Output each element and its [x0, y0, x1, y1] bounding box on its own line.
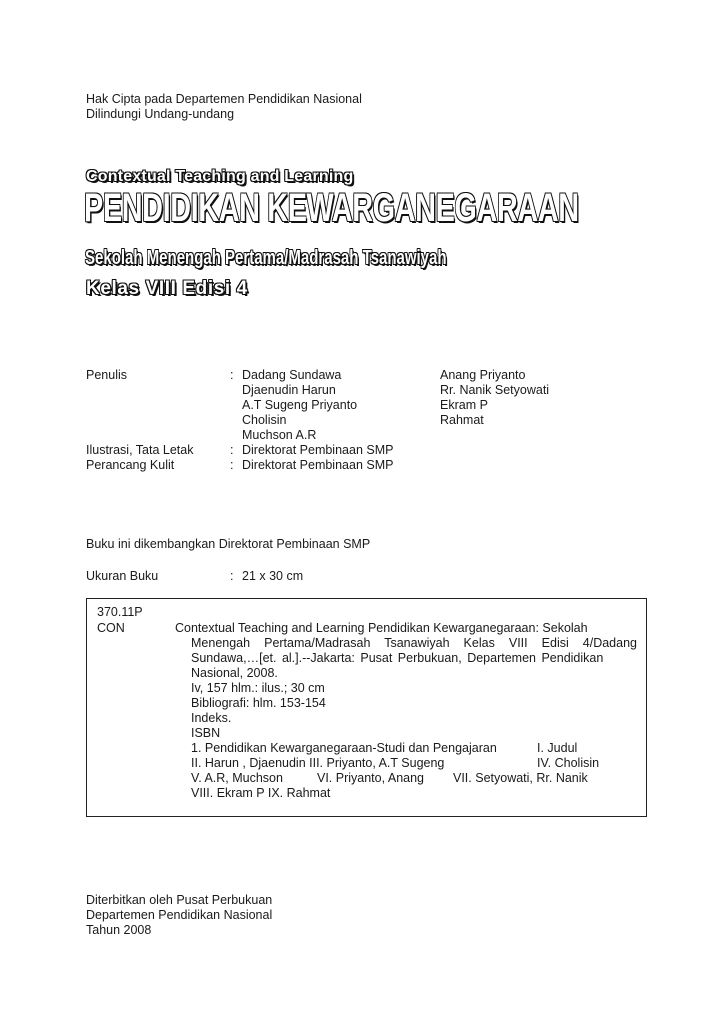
series-title: Contextual Teaching and Learning [86, 168, 354, 185]
catalog-title-line: Sundawa,…[et. al.].--Jakarta: Pusat Perbukuan, Departemen Pendidikan [191, 651, 604, 665]
book-size-colon: : [230, 569, 234, 583]
catalog-class-number: 370.11P [97, 605, 143, 619]
copyright-line: Hak Cipta pada Departemen Pendidikan Nasional [86, 92, 362, 106]
writer-name: A.T Sugeng Priyanto [242, 398, 358, 412]
writer-name: Rr. Nanik Setyowati [440, 383, 550, 397]
catalog-entry: I. Judul [537, 741, 578, 755]
catalog-title-line: Contextual Teaching and Learning Pendidikan Kewarganegaraan: Sekolah [175, 621, 588, 635]
writers-column-2 [440, 368, 549, 428]
catalog-entry: VIII. Ekram P IX. Rahmat [191, 786, 331, 800]
development-note: Buku ini dikembangkan Direktorat Pembinaan SMP [86, 537, 371, 551]
catalog-bibliography: Bibliografi: hlm. 153-154 [191, 696, 326, 710]
catalog-pages: Iv, 157 hlm.: ilus.; 30 cm [191, 681, 325, 695]
catalog-isbn: ISBN [191, 726, 221, 740]
catalog-entry: VI. Priyanto, Anang [317, 771, 425, 785]
writer-name: Ekram P [440, 398, 488, 412]
catalog-entry: 1. Pendidikan Kewarganegaraan-Studi dan Pengajaran [191, 741, 497, 755]
illustration-colon: : [230, 443, 234, 457]
illustration-label: Ilustrasi, Tata Letak [86, 443, 194, 457]
writer-name: Rahmat [440, 413, 484, 427]
catalog-entry-row [191, 771, 637, 786]
catalog-title-line: Menengah Pertama/Madrasah Tsanawiyah Kelas VIII Edisi 4/Dadang [191, 636, 637, 650]
writer-name: Anang Priyanto [440, 368, 526, 382]
publisher-department: Departemen Pendidikan Nasional [86, 908, 273, 922]
writers-column-1 [242, 368, 357, 443]
writers-colon: : [230, 368, 234, 382]
protection-line: Dilindungi Undang-undang [86, 107, 235, 121]
book-size-label: Ukuran Buku [86, 569, 159, 583]
catalog-entry-row [191, 741, 637, 756]
cover-designer-colon: : [230, 458, 234, 472]
writer-name: Dadang Sundawa [242, 368, 342, 382]
book-title: PENDIDIKAN KEWARGANEGARAAN [84, 186, 579, 230]
catalog-code: CON [97, 621, 125, 635]
publication-year: Tahun 2008 [86, 923, 152, 937]
grade-edition: Kelas VIII Edisi 4 [86, 278, 248, 299]
catalog-entry: VII. Setyowati, Rr. Nanik [453, 771, 588, 785]
writers-label: Penulis [86, 368, 127, 382]
writer-name: Muchson A.R [242, 428, 317, 442]
publisher-line: Diterbitkan oleh Pusat Perbukuan [86, 893, 273, 907]
catalog-body [191, 636, 637, 801]
cover-designer-value: Direktorat Pembinaan SMP [242, 458, 394, 472]
catalog-entry: V. A.R, Muchson [191, 771, 283, 785]
illustration-value: Direktorat Pembinaan SMP [242, 443, 394, 457]
book-subtitle: Sekolah Menengah Pertama/Madrasah Tsanawiyah [85, 247, 447, 269]
publisher-info [86, 893, 272, 938]
catalog-entry: II. Harun , Djaenudin III. Priyanto, A.T Sugeng [191, 756, 445, 770]
catalog-entry: IV. Cholisin [537, 756, 600, 770]
catalog-entry-row [191, 756, 637, 771]
catalog-record-box [86, 598, 647, 817]
catalog-title-line: Nasional, 2008. [191, 666, 278, 680]
writer-name: Cholisin [242, 413, 287, 427]
copyright-notice [86, 92, 362, 122]
writer-name: Djaenudin Harun [242, 383, 336, 397]
cover-designer-label: Perancang Kulit [86, 458, 175, 472]
catalog-index: Indeks. [191, 711, 232, 725]
book-size-value: 21 x 30 cm [242, 569, 304, 583]
